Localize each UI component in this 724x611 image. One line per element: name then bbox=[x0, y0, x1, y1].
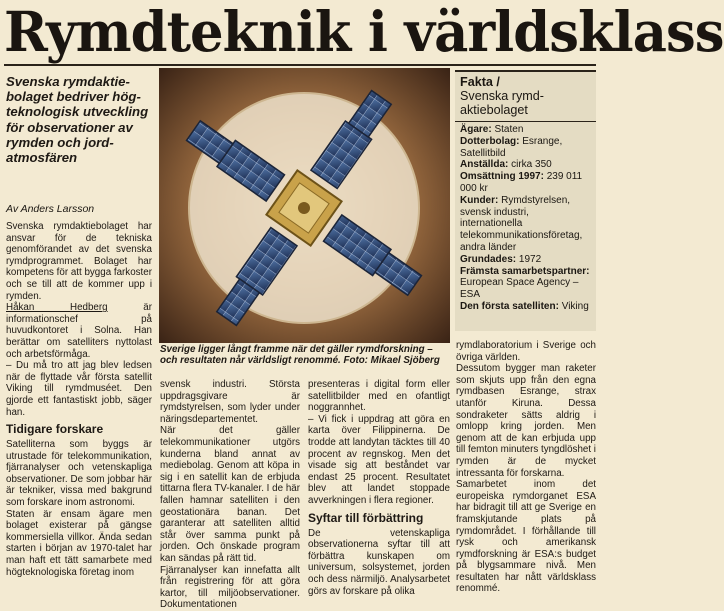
paragraph: Dessutom bygger man raketer som skjuts upp från den egna rymdbasen Esrange, strax utanför Kiruna. Dessa sondraketer sätts aldrig i omlopp kring jorden. Men genom att de kan erbjuda upp till femton minuters tyngdlöshet i rymden är de mycket intressanta för forskarna. bbox=[456, 363, 596, 479]
paragraph: De vetenskapliga observationerna syftar till att förbättra kunskapen om universum, solsystemet, jorden och dess närmiljö. Analysarbetet görs av forskare på olika bbox=[308, 527, 450, 597]
paragraph: Samarbetet inom det europeiska rymdorganet ESA har bidragit till att ge Sverige en framskjutande plats på rymdområdet. I förhållande till rysk och amerikansk rymdforskning är ESA:s budget på blygsammare nivå. Men resultaten har nått världsklass renommé. bbox=[456, 479, 596, 595]
fact-row: Omsättning 1997: 239 011 000 kr bbox=[460, 171, 583, 194]
article-column-1 bbox=[6, 221, 152, 578]
paragraph: Staten är ensam ägare men bolaget existerar på gängse kommersiella villkor. Ända sedan starten i början av 1970-talet har man haft ett tätt samarbete med högteknologiska företag inom bbox=[6, 508, 152, 578]
fact-box-title: Fakta / Svenska rymdaktiebolaget bbox=[460, 75, 544, 117]
fact-row: Den första satelliten: Viking bbox=[460, 300, 589, 312]
paragraph: När det gäller telekommunikationer utgörs kunderna bland annat av mediebolag. Genom att köpa in sig i en satellit kan de erbjuda tittarna flera TV-kanaler. I de här fallen hamnar satelliten i den geostationära banan. Det garanterar att satelliten alltid står över samma punkt på jorden. Och önskade program kan sändas på rätt tid. bbox=[160, 425, 300, 564]
satellite-illustration bbox=[159, 68, 450, 343]
fact-row: Främsta samarbetspartner: European Space Agency – ESA bbox=[460, 265, 590, 301]
lead-paragraph: Svenska rymdaktiebolaget bedriver högteknologisk utveckling för observationer av rymden och jordatmosfären bbox=[6, 74, 149, 166]
article-column-2 bbox=[160, 379, 300, 611]
byline: Av Anders Larsson bbox=[6, 203, 95, 215]
paragraph: Satelliterna som byggs är utrustade för telekommunikation, fjärranalyser och vetenskapliga observationer. De som jobbar här är tekniker, vissa med bakgrund som forskare inom astronomi. bbox=[6, 439, 152, 509]
paragraph: presenteras i digital form eller satellitbilder med en ofantligt noggrannhet. bbox=[308, 379, 450, 414]
fact-box-divider bbox=[455, 121, 596, 122]
fact-box bbox=[455, 70, 596, 331]
paragraph: Håkan Hedberg är informationschef på huvudkontoret i Solna. Han berättar om satelliters nyttolast och arbetsförmåga. bbox=[6, 302, 152, 360]
satellite-photo bbox=[159, 68, 450, 343]
fact-row: Anställda: cirka 350 bbox=[460, 159, 552, 171]
paragraph: Svenska rymdaktiebolaget har ansvar för de tekniska genomförandet av det svenska rymdprogrammet. Bolaget har kompetens för att bygga farkoster och se till att de kommer upp i rymden. bbox=[6, 221, 152, 302]
fact-row: Kunder: Rymdstyrelsen, svensk industri, internationella telekommunikationsföretag, andra länder bbox=[460, 194, 583, 253]
article-column-4 bbox=[456, 340, 596, 595]
article-column-3 bbox=[308, 379, 450, 597]
fact-row: Grundades: 1972 bbox=[460, 253, 542, 265]
paragraph: rymdlaboratorium i Sverige och övriga världen. bbox=[456, 340, 596, 363]
fact-row: Ägare: Staten bbox=[460, 124, 524, 135]
subheading: Syftar till förbättring bbox=[308, 510, 424, 525]
paragraph: – Du må tro att jag blev ledsen när de flyttade vår första satellit Viking till rymdmuséet. Den gjorde ett fantastiskt jobb, säger han. bbox=[6, 360, 152, 418]
headline-rule bbox=[4, 64, 596, 66]
photo-caption: Sverige ligger långt framme när det gäller rymdforskning – och resultaten når världsligt renommé. Foto: Mikael Sjöberg bbox=[160, 344, 440, 367]
person-name: Håkan Hedberg bbox=[6, 302, 108, 314]
headline: Rymdteknik i världsklass bbox=[4, 0, 724, 64]
paragraph: Fjärranalyser kan innefatta allt från registrering för att göra kartor, till miljöobservationer. Dokumentationen bbox=[160, 564, 300, 611]
paragraph: – Vi fick i uppdrag att göra en karta över Filippinerna. De trodde att landytan täcktes till 40 procent av regnskog. Men det visade sig att beståndet var endast 25 procent. Resultatet blev att landet stoppade avverkningen i flera regioner. bbox=[308, 413, 450, 506]
fact-row: Dotterbolag: Esrange, Satellitbild bbox=[460, 135, 563, 159]
subheading: Tidigare forskare bbox=[6, 422, 104, 437]
paragraph: svensk industri. Största uppdragsgivare är rymdstyrelsen, som lyder under näringsdepartementet. bbox=[160, 379, 300, 425]
